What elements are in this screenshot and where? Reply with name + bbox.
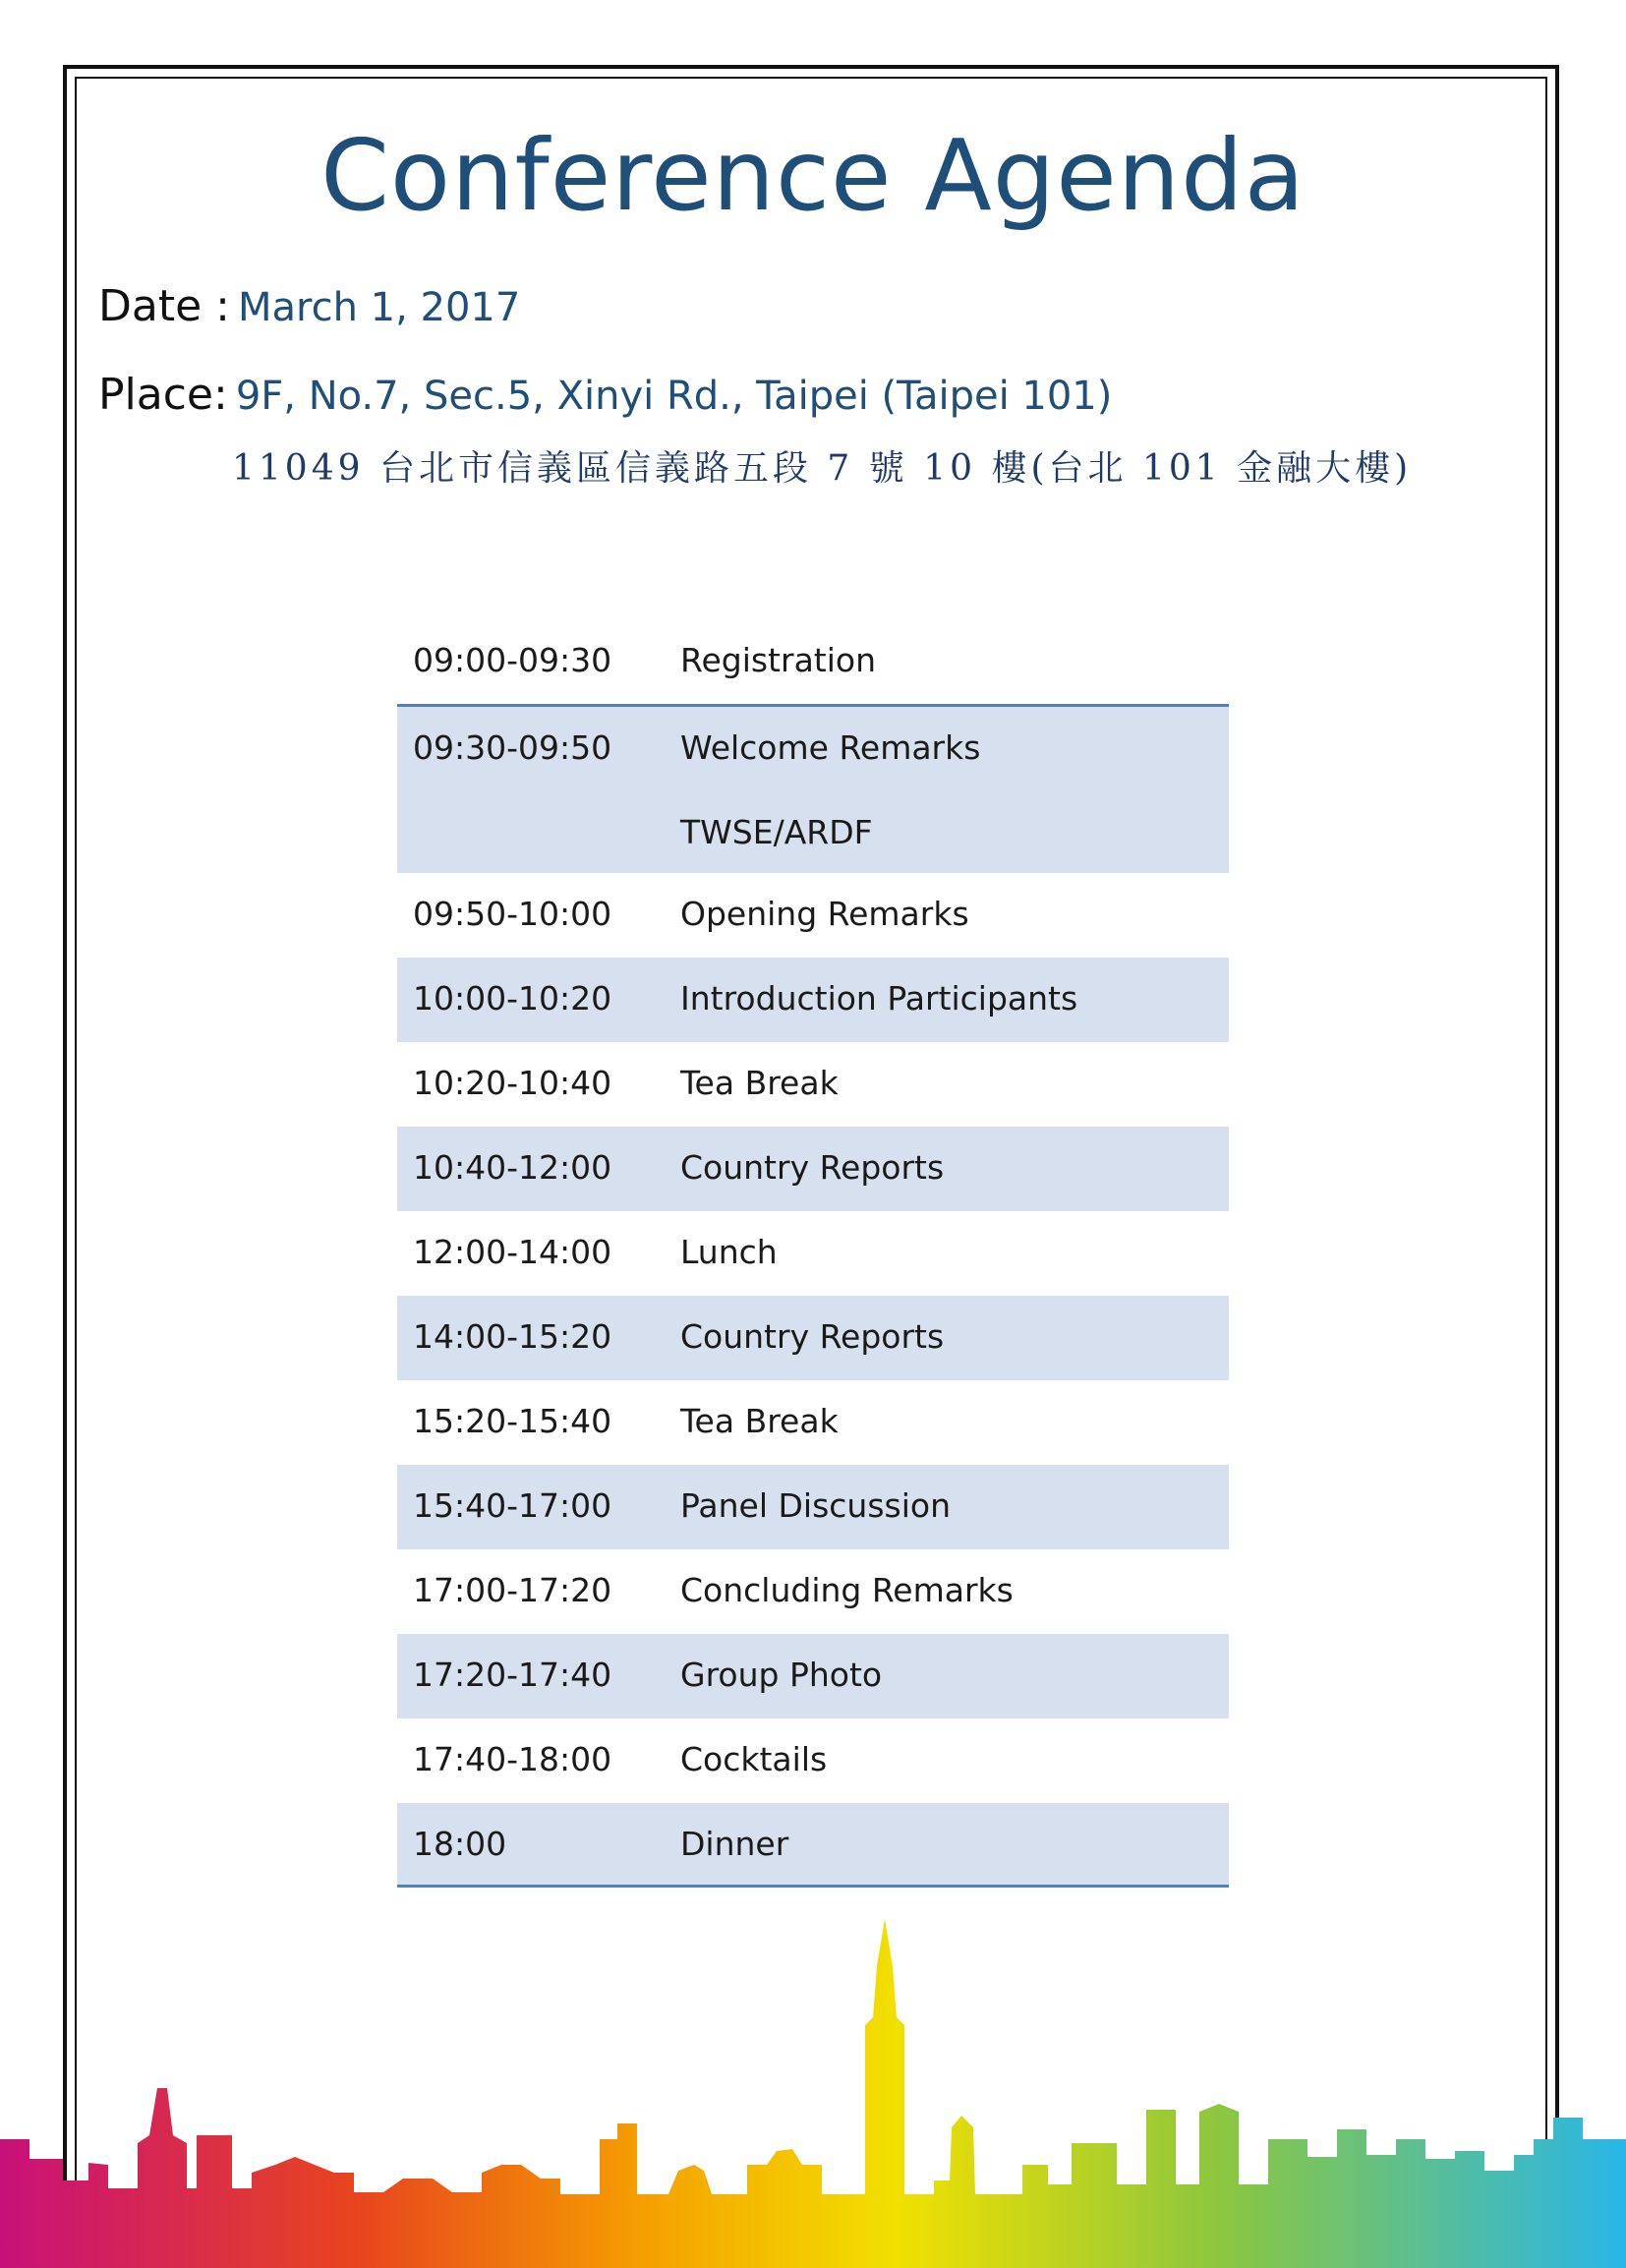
agenda-event: Country Reports <box>680 1148 945 1187</box>
agenda-row <box>397 1211 1229 1296</box>
agenda-table <box>397 619 1229 1888</box>
place-line <box>98 370 1112 420</box>
agenda-time: 10:20-10:40 <box>413 1064 612 1102</box>
agenda-event: Panel Discussion <box>680 1486 952 1525</box>
agenda-time: 10:40-12:00 <box>413 1148 612 1187</box>
agenda-event: Registration <box>680 641 876 679</box>
agenda-time: 09:50-10:00 <box>413 895 612 933</box>
agenda-event: Group Photo <box>680 1656 883 1694</box>
agenda-time: 12:00-14:00 <box>413 1233 612 1271</box>
agenda-event: Concluding Remarks <box>680 1571 1014 1609</box>
agenda-row <box>397 1296 1229 1380</box>
agenda-time: 14:00-15:20 <box>413 1317 612 1356</box>
agenda-time: 15:20-15:40 <box>413 1402 612 1440</box>
agenda-time: 15:40-17:00 <box>413 1486 612 1525</box>
address-chinese: 11049 台北市信義區信義路五段 7 號 10 樓(台北 101 金融大樓) <box>232 448 1413 489</box>
agenda-event: Cocktails <box>680 1740 828 1778</box>
agenda-row <box>397 1803 1229 1888</box>
agenda-time: 17:40-18:00 <box>413 1740 612 1778</box>
agenda-event-line2: TWSE/ARDF <box>680 813 873 851</box>
agenda-row <box>397 619 1229 704</box>
agenda-time: 17:00-17:20 <box>413 1571 612 1609</box>
agenda-row <box>397 1042 1229 1127</box>
agenda-event: Opening Remarks <box>680 895 969 933</box>
agenda-row <box>397 704 1229 873</box>
agenda-event: Dinner <box>680 1825 789 1863</box>
agenda-row <box>397 1718 1229 1803</box>
place-label: Place: <box>98 370 228 420</box>
agenda-event: Introduction Participants <box>680 979 1078 1018</box>
agenda-row <box>397 958 1229 1042</box>
agenda-row <box>397 1549 1229 1634</box>
date-line <box>98 281 520 331</box>
agenda-row <box>397 1465 1229 1549</box>
page-title: Conference Agenda <box>320 118 1306 233</box>
date-value: March 1, 2017 <box>237 285 521 330</box>
agenda-row <box>397 1380 1229 1465</box>
agenda-event: Tea Break <box>680 1064 839 1102</box>
agenda-time: 09:00-09:30 <box>413 641 612 679</box>
agenda-time: 17:20-17:40 <box>413 1656 612 1694</box>
agenda-row <box>397 1634 1229 1718</box>
agenda-row <box>397 1127 1229 1211</box>
place-value: 9F, No.7, Sec.5, Xinyi Rd., Taipei (Taipei 101) <box>235 374 1113 419</box>
agenda-event: Country Reports <box>680 1317 945 1356</box>
agenda-time: 18:00 <box>413 1825 507 1863</box>
agenda-time: 09:30-09:50 <box>413 728 612 767</box>
agenda-event: Tea Break <box>680 1402 839 1440</box>
agenda-time: 10:00-10:20 <box>413 979 612 1018</box>
date-label: Date : <box>98 281 230 331</box>
agenda-event: Lunch <box>680 1233 778 1271</box>
agenda-row <box>397 873 1229 958</box>
agenda-event: Welcome Remarks <box>680 728 981 767</box>
taipei-skyline-illustration <box>0 1907 1626 2268</box>
